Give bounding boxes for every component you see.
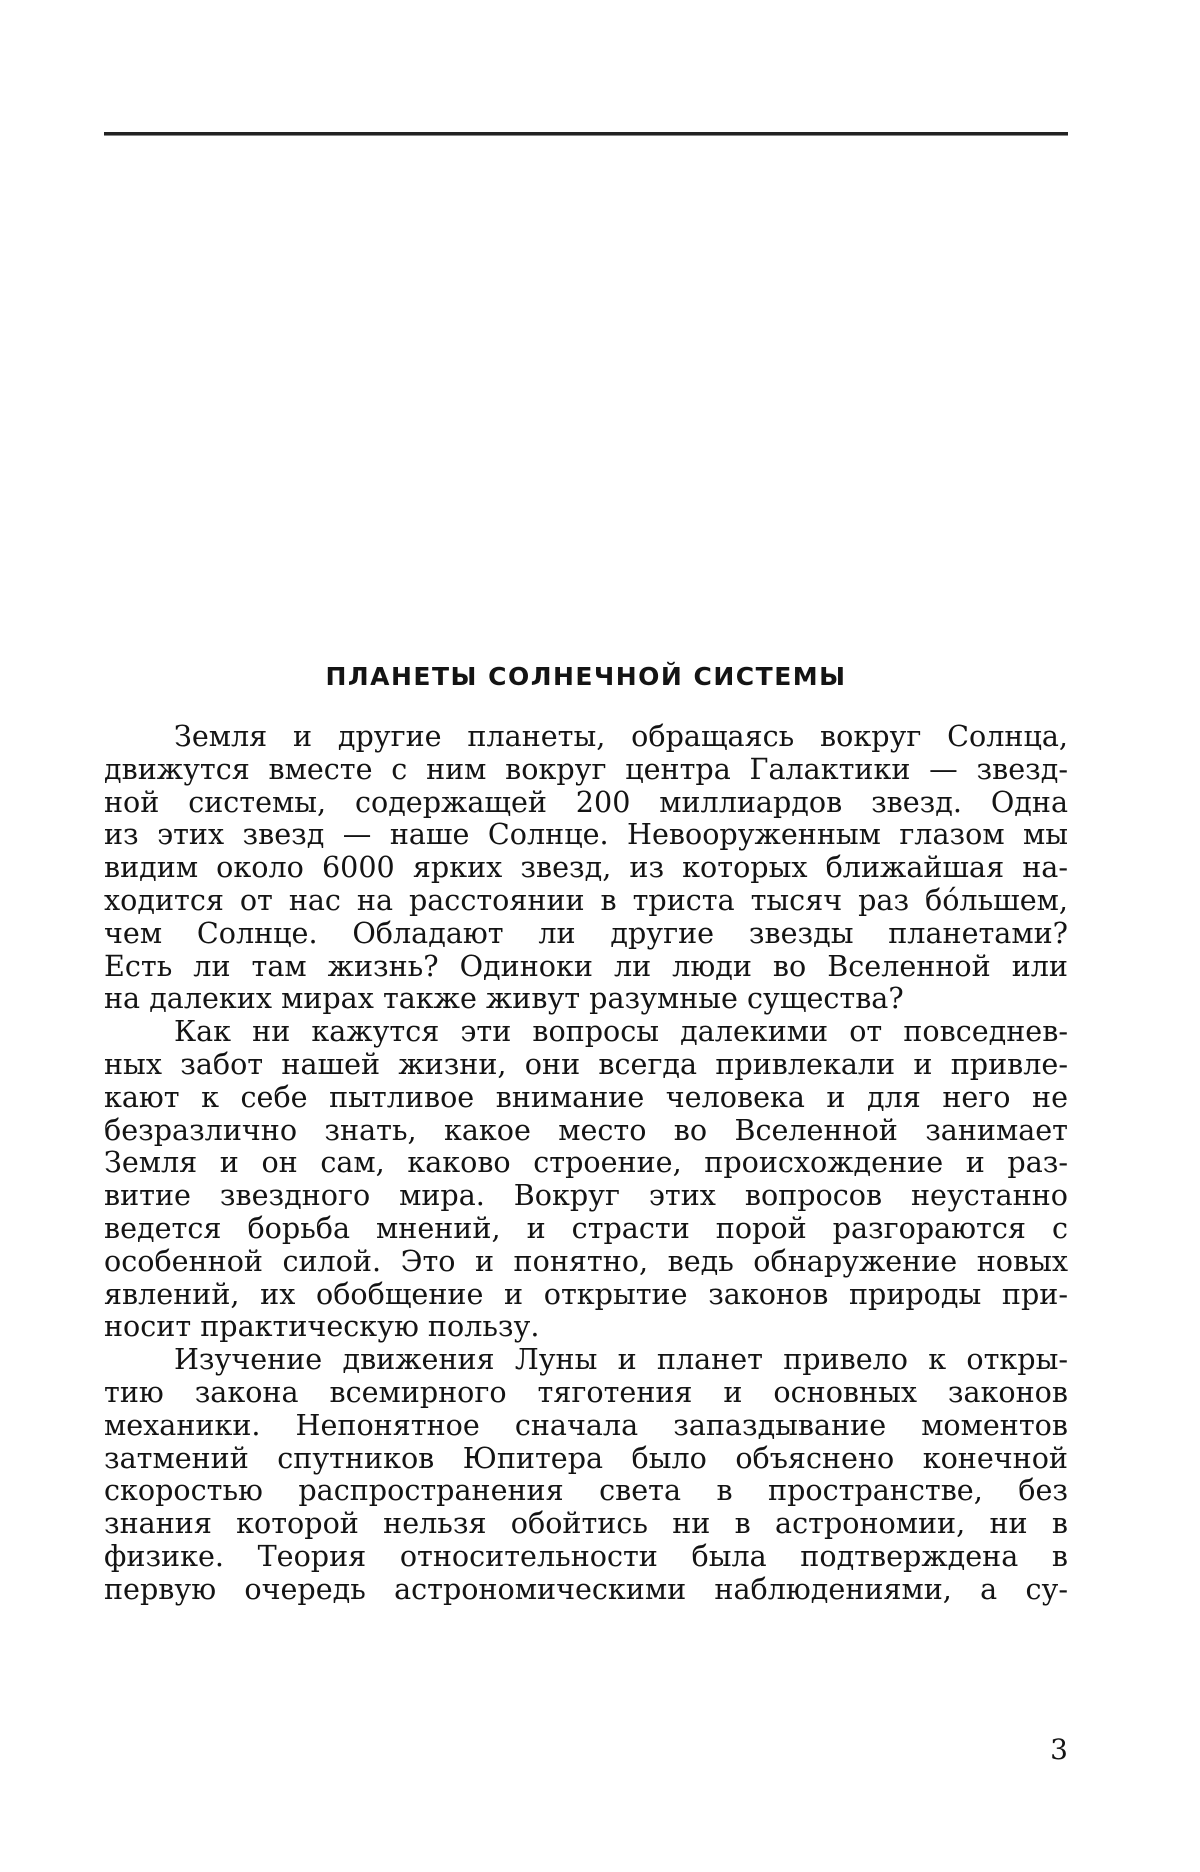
- text-line: первую очередь астрономическими наблюдениями, а су-: [104, 1571, 1068, 1606]
- text-line: чем Солнце. Обладают ли другие звезды планетами?: [104, 915, 1068, 950]
- text-line: ных забот нашей жизни, они всегда привлекали и привле-: [104, 1046, 1068, 1081]
- text-line: кают к себе пытливое внимание человека и для него не: [104, 1079, 1068, 1114]
- text-line: знания которой нельзя обойтись ни в астрономии, ни в: [104, 1506, 1068, 1541]
- text-line: тию закона всемирного тяготения и основных законов: [104, 1374, 1068, 1409]
- text-line: физике. Теория относительности была подтверждена в: [104, 1538, 1068, 1573]
- paragraph: [104, 720, 1068, 1015]
- text-line: особенной силой. Это и понятно, ведь обнаружение новых: [104, 1243, 1068, 1278]
- top-rule: [104, 132, 1068, 135]
- text-line: движутся вместе с ним вокруг центра Галактики — звезд-: [104, 751, 1068, 786]
- paragraph: [104, 1343, 1068, 1605]
- text-line: витие звездного мира. Вокруг этих вопросов неустанно: [104, 1178, 1068, 1213]
- text-line: скоростью распространения света в пространстве, без: [104, 1473, 1068, 1508]
- text-line: Земля и другие планеты, обращаясь вокруг Солнца,: [174, 719, 1068, 753]
- chapter-title: ПЛАНЕТЫ СОЛНЕЧНОЙ СИСТЕМЫ: [325, 662, 847, 691]
- text-line: ходится от нас на расстоянии в триста тысяч раз бо́льшем,: [104, 882, 1068, 917]
- text-line: Земля и он сам, каково строение, происхождение и раз-: [104, 1145, 1068, 1180]
- text-line: явлений, их обобщение и открытие законов природы при-: [104, 1276, 1068, 1311]
- text-line: носит практическую пользу.: [104, 1309, 540, 1344]
- text-line: Изучение движения Луны и планет привело к откры-: [174, 1342, 1068, 1377]
- text-line: затмений спутников Юпитера было объяснено конечной: [104, 1440, 1068, 1475]
- paragraph: [104, 1015, 1068, 1343]
- text-line: Как ни кажутся эти вопросы далекими от повседнев-: [174, 1014, 1068, 1049]
- text-line: Есть ли там жизнь? Одиноки ли люди во Вселенной или: [104, 948, 1068, 983]
- page-number: 3: [1050, 1733, 1068, 1766]
- text-line: видим около 6000 ярких звезд, из которых ближайшая на-: [104, 850, 1068, 885]
- text-line: безразлично знать, какое место во Вселенной занимает: [104, 1112, 1068, 1147]
- text-line: ведется борьба мнений, и страсти порой разгораются с: [104, 1210, 1068, 1245]
- text-line: из этих звезд — наше Солнце. Невооруженным глазом мы: [104, 817, 1068, 852]
- text-line: ной системы, содержащей 200 миллиардов звезд. Одна: [104, 784, 1068, 819]
- body-text: [104, 720, 1068, 1606]
- text-line: механики. Непонятное сначала запаздывание моментов: [104, 1407, 1068, 1442]
- text-line: на далеких мирах также живут разумные существа?: [104, 981, 904, 1016]
